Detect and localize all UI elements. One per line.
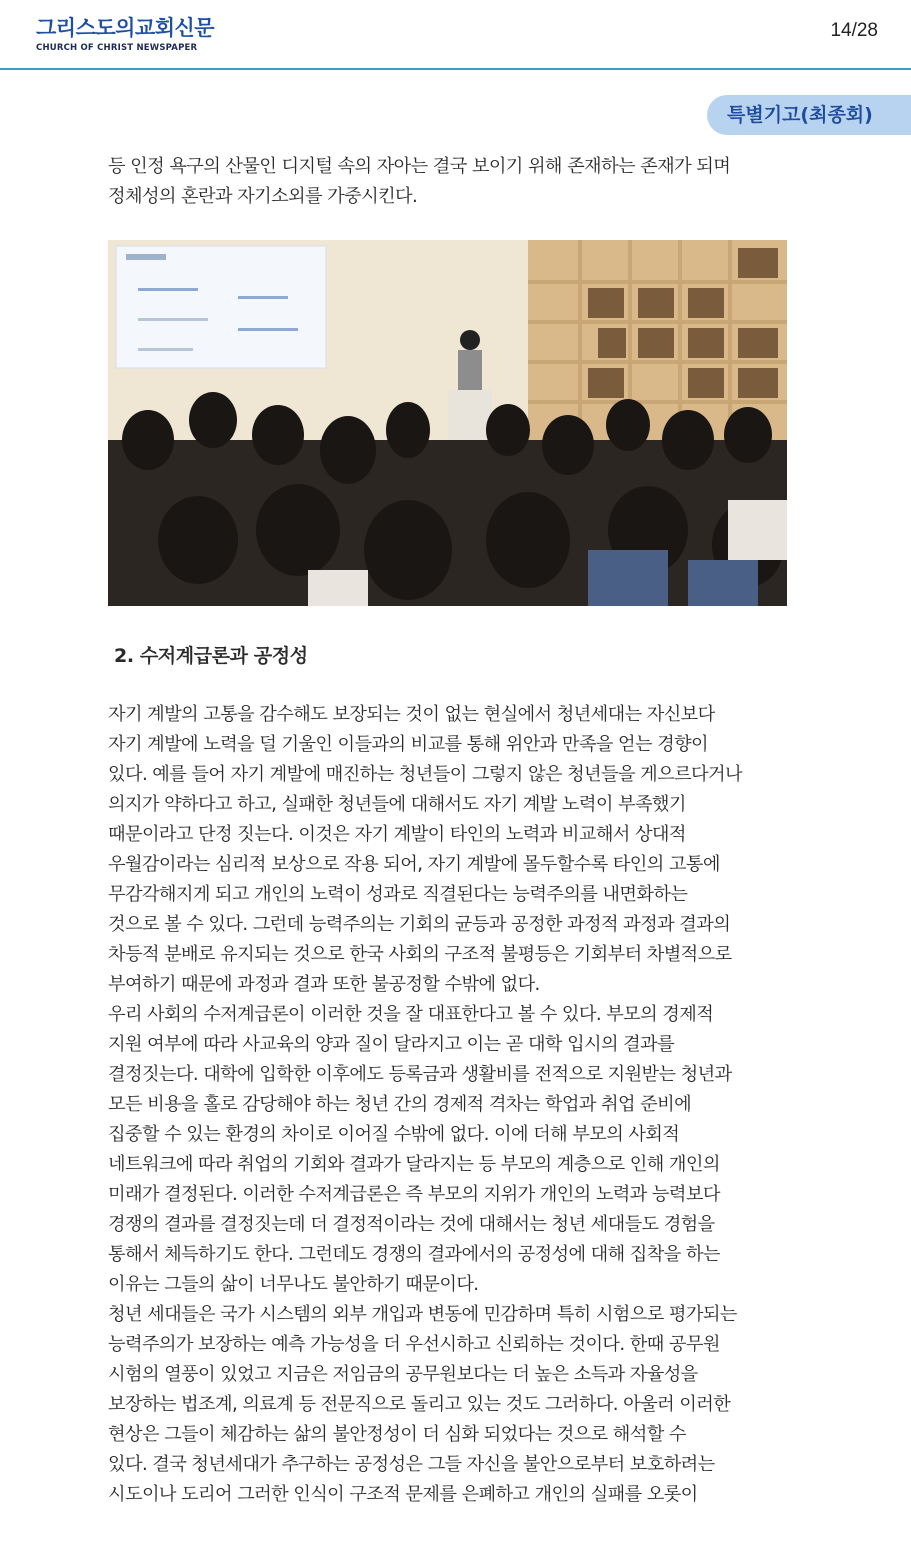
text-line: 시험의 열풍이 있었고 지금은 저임금의 공무원보다는 더 높은 소득과 자율성을 (108, 1364, 698, 1385)
text-line: 있다. 결국 청년세대가 추구하는 공정성은 그들 자신을 불안으로부터 보호하려는 (108, 1454, 715, 1475)
text-line: 것으로 볼 수 있다. 그런데 능력주의는 기회의 균등과 공정한 과정적 과정과 결과의 (108, 914, 731, 935)
text-line: 네트워크에 따라 취업의 기회와 결과가 달라지는 등 부모의 계층으로 인해 개인의 (108, 1154, 720, 1175)
text-line: 청년 세대들은 국가 시스템의 외부 개입과 변동에 민감하며 특히 시험으로 평가되는 (108, 1304, 737, 1325)
text-line: 통해서 체득하기도 한다. 그런데도 경쟁의 결과에서의 공정성에 대해 집착을 하는 (108, 1244, 720, 1265)
lecture-photo (108, 240, 787, 606)
text-line: 우월감이라는 심리적 보상으로 작용 되어, 자기 계발에 몰두할수록 타인의 고통에 (108, 854, 720, 875)
text-line: 자기 계발의 고통을 감수해도 보장되는 것이 없는 현실에서 청년세대는 자신보다 (108, 704, 715, 725)
text-line: 등 인정 욕구의 산물인 디지털 속의 자아는 결국 보이기 위해 존재하는 존재가 되며 (108, 156, 731, 177)
text-line: 보장하는 법조계, 의료계 등 전문직으로 돌리고 있는 것도 그러하다. 아울러 이러한 (108, 1394, 731, 1415)
text-line: 정체성의 혼란과 자기소외를 가중시킨다. (108, 186, 418, 207)
header-divider (0, 68, 911, 70)
text-line: 자기 계발에 노력을 덜 기울인 이들과의 비교를 통해 위안과 만족을 얻는 경향이 (108, 734, 709, 755)
section-heading: 2. 수저계급론과 공정성 (114, 645, 308, 667)
text-line: 부여하기 때문에 과정과 결과 또한 불공정할 수밖에 없다. (108, 974, 540, 995)
text-line: 차등적 분배로 유지되는 것으로 한국 사회의 구조적 불평등은 기회부터 차별적으로 (108, 944, 732, 965)
text-line: 결정짓는다. 대학에 입학한 이후에도 등록금과 생활비를 전적으로 지원받는 청년과 (108, 1064, 732, 1085)
page-number: 14/28 (830, 20, 878, 41)
text-line: 시도이나 도리어 그러한 인식이 구조적 문제를 은폐하고 개인의 실패를 오롯이 (108, 1484, 698, 1505)
section-badge: 특별기고(최종회) (707, 95, 911, 135)
body-paragraph (108, 700, 828, 1510)
text-line: 의지가 약하다고 하고, 실패한 청년들에 대해서도 자기 계발 노력이 부족했기 (108, 794, 686, 815)
text-line: 이유는 그들의 삶이 너무나도 불안하기 때문이다. (108, 1274, 479, 1295)
text-line: 지원 여부에 따라 사교육의 양과 질이 달라지고 이는 곧 대학 입시의 결과를 (108, 1034, 675, 1055)
text-line: 능력주의가 보장하는 예측 가능성을 더 우선시하고 신뢰하는 것이다. 한때 공무원 (108, 1334, 720, 1355)
text-line: 무감각해지게 되고 개인의 노력이 성과로 직결된다는 능력주의를 내면화하는 (108, 884, 688, 905)
text-line: 있다. 예를 들어 자기 계발에 매진하는 청년들이 그렇지 않은 청년들을 게으르다거나 (108, 764, 742, 785)
text-line: 집중할 수 있는 환경의 차이로 이어질 수밖에 없다. 이에 더해 부모의 사회적 (108, 1124, 680, 1145)
text-line: 경쟁의 결과를 결정짓는데 더 결정적이라는 것에 대해서는 청년 세대들도 경험을 (108, 1214, 715, 1235)
text-line: 현상은 그들이 체감하는 삶의 불안정성이 더 심화 되었다는 것으로 해석할 수 (108, 1424, 686, 1445)
text-line: 우리 사회의 수저계급론이 이러한 것을 잘 대표한다고 볼 수 있다. 부모의 경제적 (108, 1004, 714, 1025)
text-line: 미래가 결정된다. 이러한 수저계급론은 즉 부모의 지위가 개인의 노력과 능력보다 (108, 1184, 720, 1205)
newspaper-logo: 그리스도의교회신문 (36, 16, 215, 40)
page-header (0, 0, 911, 70)
text-line: 모든 비용을 홀로 감당해야 하는 청년 간의 경제적 격차는 학업과 취업 준비에 (108, 1094, 692, 1115)
text-line: 때문이라고 단정 짓는다. 이것은 자기 계발이 타인의 노력과 비교해서 상대적 (108, 824, 686, 845)
newspaper-logo-english: CHURCH OF CHRIST NEWSPAPER (36, 43, 198, 53)
intro-paragraph (108, 152, 828, 212)
